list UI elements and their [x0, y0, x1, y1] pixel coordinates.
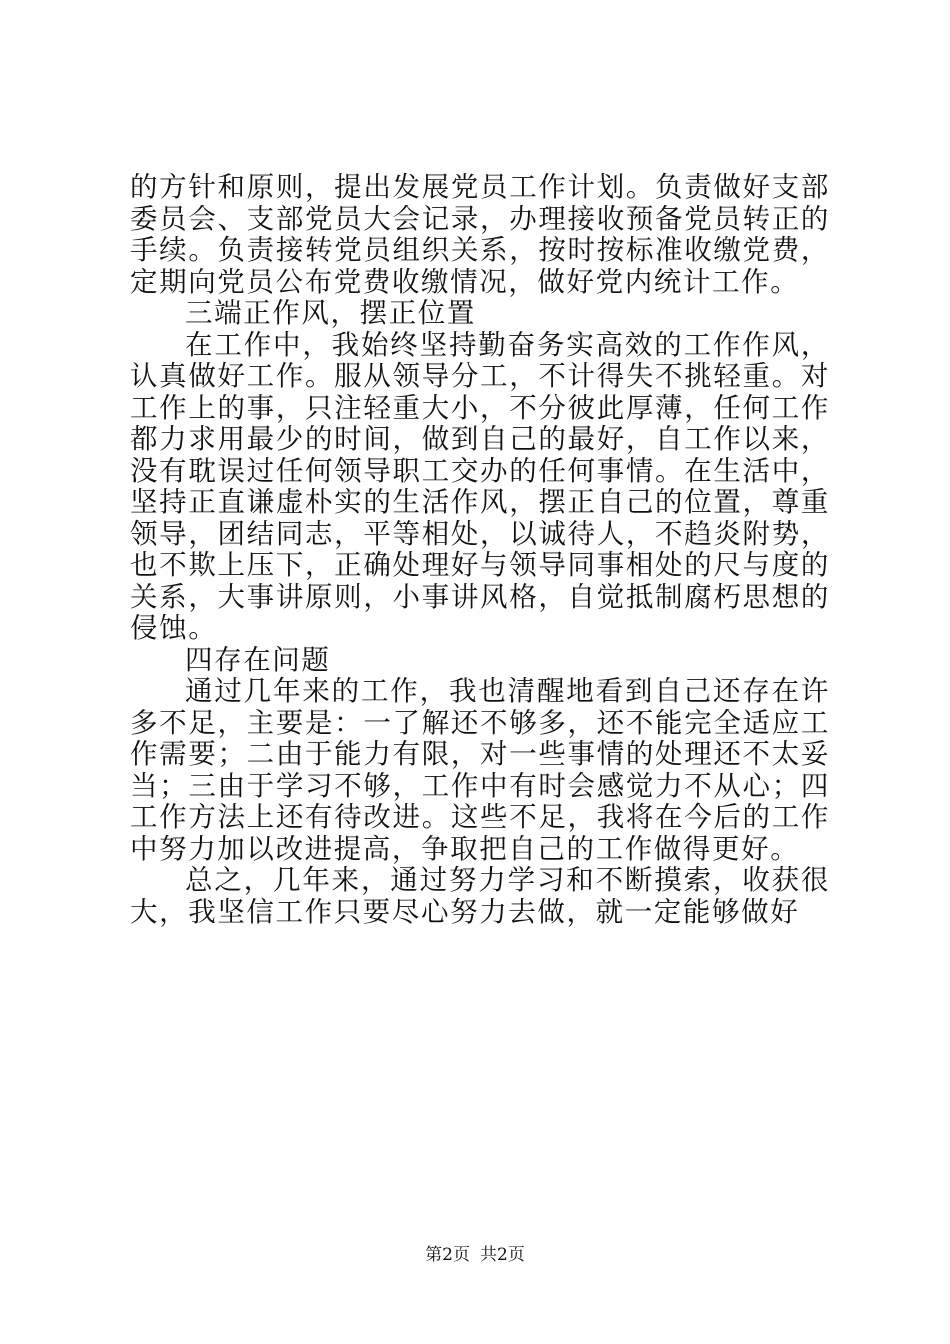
- section-heading-work-style: 三端正作风，摆正位置: [185, 297, 476, 329]
- paragraph-work-style: 在工作中，我始终坚持勤奋务实高效的工作作风，认真做好工作。服从领导分工，不计得失不挑轻重。对工作上的事，只注轻重大小，不分彼此厚薄，任何工作都力求用最少的时间，做到自己的最好，自工作以来，没有耽误过任何领导职工交办的任何事情。在生活中，坚持正直谦虚朴实的生活作风，摆正自己的位置，尊重领导，团结同志，平等相处，以诚待人，不趋炎附势，也不欺上压下，正确处理好与领导同事相处的尺与度的关系，大事讲原则，小事讲风格，自觉抵制腐朽思想的侵蚀。: [130, 328, 830, 644]
- page-total: 共2页: [480, 1245, 525, 1265]
- paragraph-conclusion: 总之，几年来，通过努力学习和不断摸索，收获很大，我坚信工作只要尽心努力去做，就一定能够做好: [130, 864, 830, 928]
- paragraph-problems: 通过几年来的工作，我也清醒地看到自己还存在许多不足，主要是：一了解还不够多，还不能完全适应工作需要；二由于能力有限，对一些事情的处理还不太妥当；三由于学习不够，工作中有时会感觉力不从心；四工作方法上还有待改进。这些不足，我将在今后的工作中努力加以改进提高，争取把自己的工作做得更好。: [130, 675, 830, 865]
- page-number: 第2页: [425, 1245, 470, 1265]
- section-heading-problems: 四存在问题: [185, 643, 331, 676]
- page-footer: [0, 1244, 950, 1266]
- document-body: [130, 172, 830, 928]
- paragraph-duties-continued: 的方针和原则，提出发展党员工作计划。负责做好支部委员会、支部党员大会记录，办理接收预备党员转正的手续。负责接转党员组织关系，按时按标准收缴党费，定期向党员公布党费收缴情况，做好党内统计工作。: [130, 171, 830, 298]
